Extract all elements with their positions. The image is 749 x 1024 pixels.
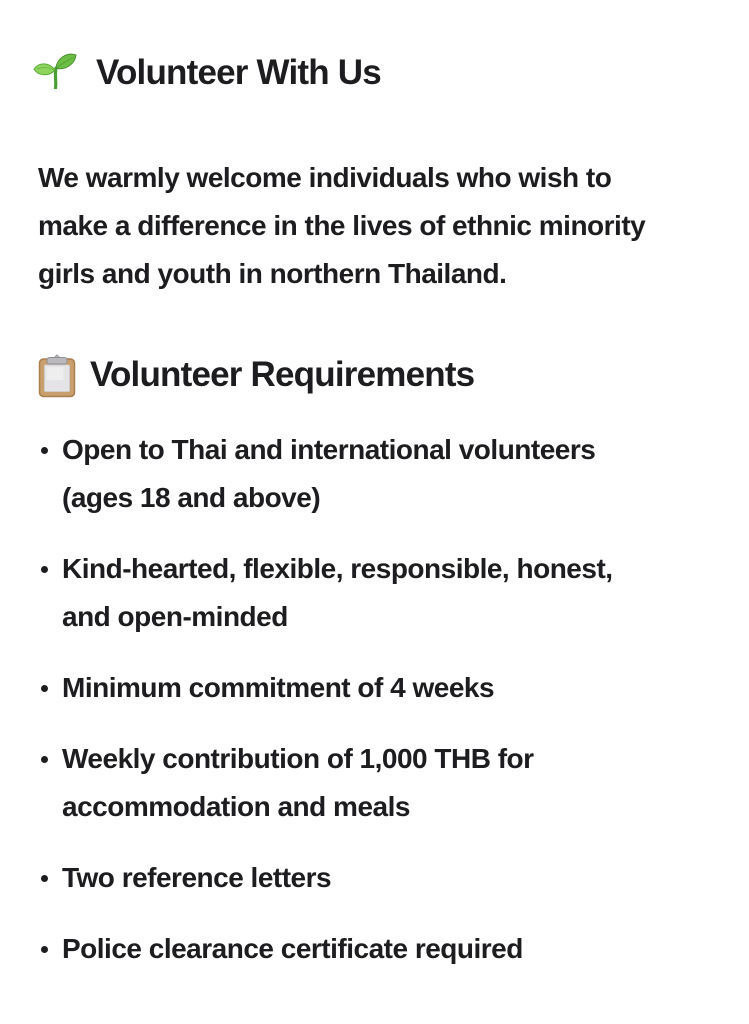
requirement-item <box>38 426 731 522</box>
seedling-icon <box>33 51 77 89</box>
bullet-icon <box>41 756 48 763</box>
bullet-icon <box>41 946 48 953</box>
volunteer-requirements-heading <box>38 352 731 398</box>
intro-paragraph <box>38 154 731 298</box>
bullet-icon <box>41 685 48 692</box>
page-title: Volunteer With Us <box>96 53 381 92</box>
requirement-item <box>38 925 731 973</box>
requirements-list <box>38 426 731 973</box>
bullet-icon <box>41 447 48 454</box>
requirement-item <box>38 664 731 712</box>
section-title: Volunteer Requirements <box>90 355 475 394</box>
intro-line: make a difference in the lives of ethnic minority <box>38 210 646 241</box>
intro-line: We warmly welcome individuals who wish to <box>38 162 612 193</box>
requirement-line: (ages 18 and above) <box>62 482 321 513</box>
intro-line: girls and youth in northern Thailand. <box>38 258 507 289</box>
requirement-line: Minimum commitment of 4 weeks <box>62 672 495 703</box>
requirement-line: and open-minded <box>62 601 288 632</box>
volunteer-with-us-heading <box>38 50 731 96</box>
requirement-line: Kind-hearted, flexible, responsible, honest, <box>62 553 613 584</box>
requirement-item <box>38 854 731 902</box>
requirement-item <box>38 735 731 831</box>
requirement-line: Two reference letters <box>62 862 332 893</box>
requirement-item <box>38 545 731 641</box>
requirement-line: Police clearance certificate required <box>62 933 523 964</box>
requirement-line: Weekly contribution of 1,000 THB for <box>62 743 534 774</box>
bullet-icon <box>41 566 48 573</box>
requirement-line: Open to Thai and international volunteers <box>62 434 596 465</box>
bullet-icon <box>41 875 48 882</box>
clipboard-icon <box>38 354 76 398</box>
requirement-line: accommodation and meals <box>62 791 410 822</box>
